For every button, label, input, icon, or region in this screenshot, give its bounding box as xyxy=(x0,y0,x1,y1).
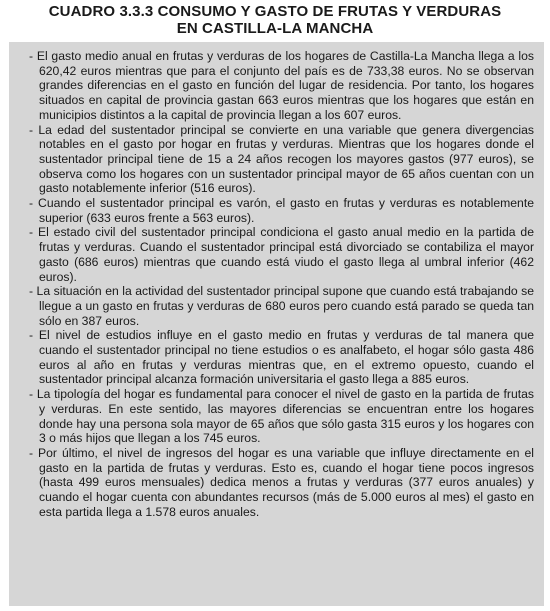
content-box xyxy=(9,42,544,606)
paragraph-education: - El nivel de estudios influye en el gasto medio en frutas y verduras de tal manera que cuando el sustentador principal no tiene estudios o es analfabeto, el hogar sólo gasta 486 euros al año en frutas y verduras mientras que, en el extremo opuesto, cuando el sustentador principal alcanza formación universitaria el gasto llega a 885 euros. xyxy=(29,328,534,387)
paragraph-household-type: - La tipología del hogar es fundamental para conocer el nivel de gasto en la partida de frutas y verduras. En este sentido, las mayores diferencias se encuentran entre los hogares donde hay una persona sola mayor de 65 años que sólo gasta 315 euros y los hogares con 3 o más hijos que llegan a los 745 euros. xyxy=(29,387,534,446)
paragraph-income: - Por último, el nivel de ingresos del hogar es una variable que influye directamente en el gasto en la partida de frutas y verduras. Esto es, cuando el hogar tiene pocos ingresos (hasta 499 euros mensuales) dedica menos a frutas y verduras (377 euros anuales) y cuando el hogar cuenta con abundantes recursos (más de 5.000 euros al mes) el gasto en esta partida llega a 1.578 euros anuales. xyxy=(29,445,534,519)
paragraph-sex: - Cuando el sustentador principal es varón, el gasto en frutas y verduras es notablemente superior (633 euros frente a 563 euros). xyxy=(29,196,534,225)
paragraph-civil-status: - El estado civil del sustentador principal condiciona el gasto anual medio en la partida de frutas y verduras. Cuando el sustentador principal está divorciado se contabiliza el mayor gasto (686 euros) mientras que cuando está viudo el gasto llega al umbral inferior (462 euros). xyxy=(29,225,534,284)
title-line-2: EN CASTILLA-LA MANCHA xyxy=(176,20,374,37)
paragraph-activity: - La situación en la actividad del sustentador principal supone que cuando está trabajando se llegue a un gasto en frutas y verduras de 680 euros pero cuando está parado se queda tan sólo en 387 euros. xyxy=(29,284,534,328)
title-line-1: CUADRO 3.3.3 CONSUMO Y GASTO DE FRUTAS Y VERDURAS xyxy=(48,3,502,20)
paragraph-household-expense: - El gasto medio anual en frutas y verduras de los hogares de Castilla-La Mancha llega a los 620,42 euros mientras que para el conjunto del país es de 733,38 euros. No se observan grandes diferencias en el gasto en función del lugar de residencia. Por tanto, los hogares situados en capital de provincia gastan 663 euros mientras que los hogares que están en municipios distintos a la capital de provincia llegan a los 607 euros. xyxy=(29,49,534,122)
box-title xyxy=(0,0,550,37)
paragraph-age: - La edad del sustentador principal se convierte en una variable que genera divergencias notables en el gasto por hogar en frutas y verduras. Mientras que los hogares donde el sustentador principal tiene de 15 a 24 años recogen los mayores gastos (977 euros), se observa como los hogares con un sustentador principal mayor de 65 años cuentan con un gasto notablemente inferior (516 euros). xyxy=(29,122,534,196)
